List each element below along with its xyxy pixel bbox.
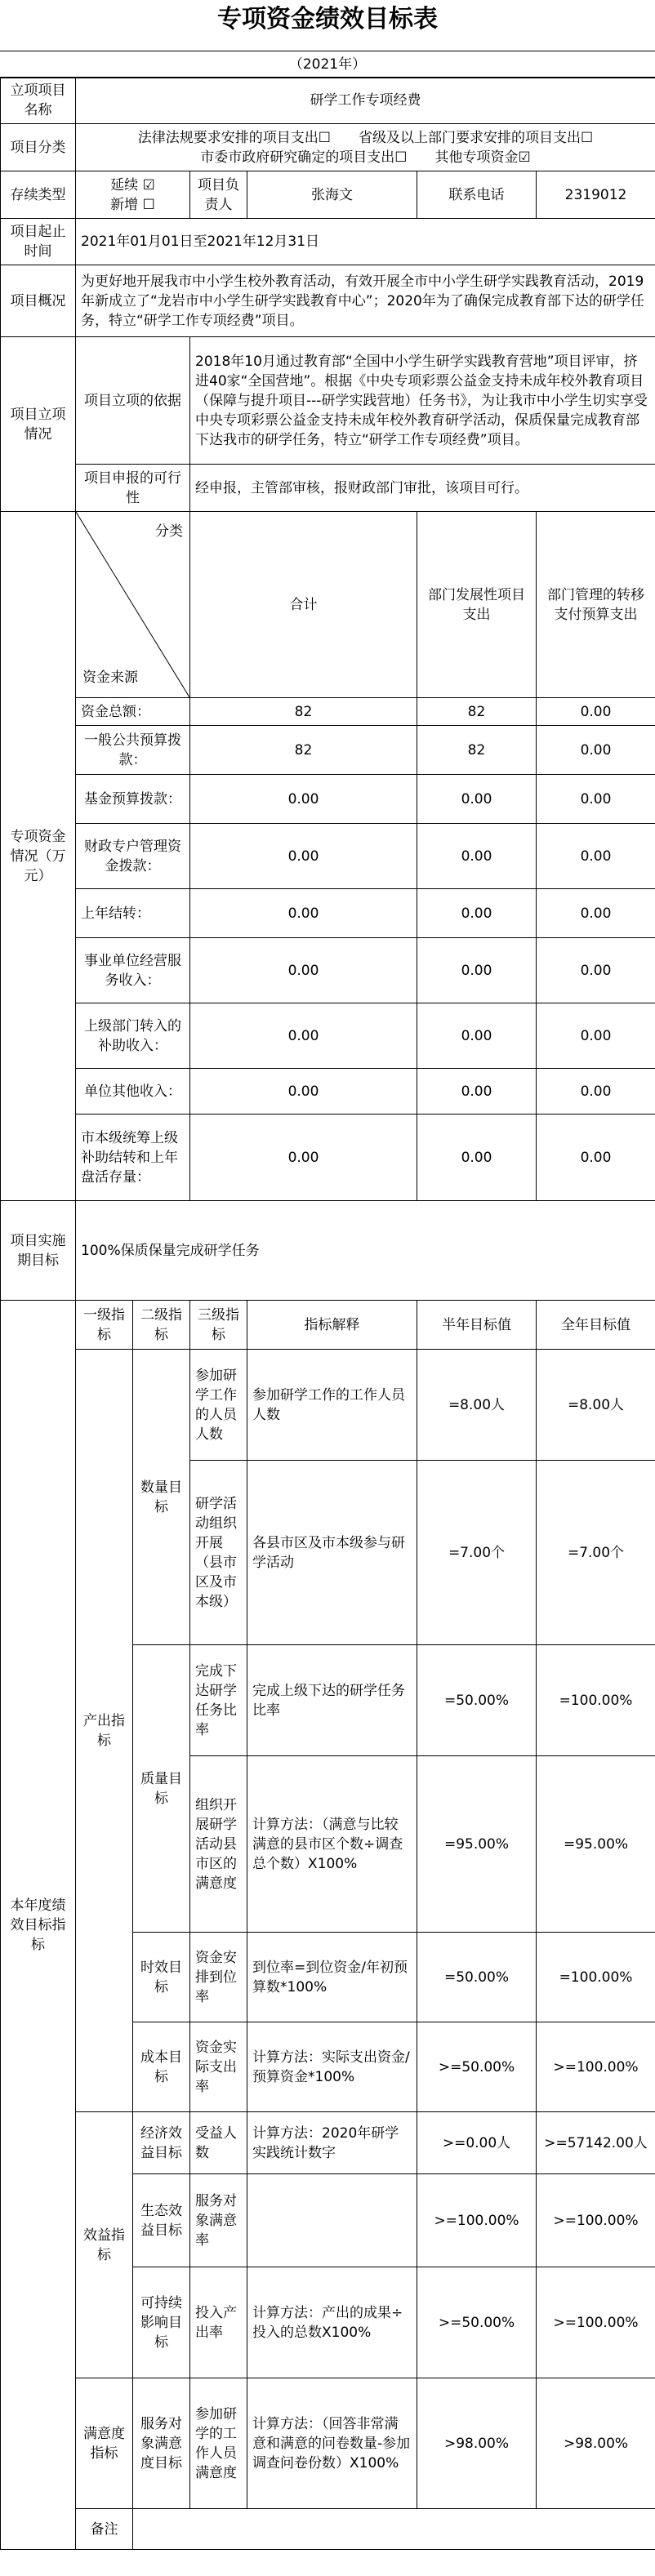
owner-value: 张海文 [247, 171, 417, 219]
indicator-explanation: 完成上级下达的研学任务比率 [247, 1645, 417, 1756]
funding-row-label: 市本级统筹上级补助结转和上年盘活存量： [76, 1114, 190, 1201]
funding-row-transfer: 0.00 [537, 1069, 655, 1114]
indicator-explanation: 计算方法：实际支出资金/预算资金*100% [247, 2022, 417, 2112]
period-label: 项目起止时间 [1, 219, 76, 265]
funding-row [1, 824, 655, 889]
funding-row-label: 上年结转： [76, 889, 190, 938]
phone-label: 联系电话 [417, 171, 537, 219]
funding-row-label: 上级部门转入的补助收入： [76, 1003, 190, 1069]
explanation-header: 指标解释 [247, 1301, 417, 1350]
funding-row-total: 0.00 [190, 1069, 417, 1114]
overview-row [1, 265, 655, 337]
project-name-label: 立项项目名称 [1, 78, 76, 124]
indicator-level3: 研学活动组织开展（县市区及市本级） [190, 1461, 247, 1645]
funding-row-total: 0.00 [190, 824, 417, 889]
impl-goal-label: 项目实施期目标 [1, 1201, 76, 1301]
funding-row [1, 1003, 655, 1069]
indicator-row [1, 2378, 655, 2509]
indicator-half-year: =95.00% [417, 1756, 537, 1933]
funding-row-total: 82 [190, 726, 417, 775]
funding-row [1, 889, 655, 938]
indicator-row [1, 1350, 655, 1461]
funding-row-dept: 82 [417, 698, 537, 726]
continuation-row [1, 171, 655, 219]
indicator-half-year: >=50.00% [417, 2267, 537, 2378]
indicator-level3: 受益人数 [190, 2112, 247, 2174]
diagonal-source-label: 资金来源 [82, 670, 138, 686]
indicator-row [1, 2112, 655, 2174]
indicator-full-year: =95.00% [537, 1756, 655, 1933]
funding-row [1, 1114, 655, 1201]
quality-target-label: 质量目标 [133, 1645, 190, 1933]
feasibility-value: 经申报，主管部审核，报财政部门审批，该项目可行。 [190, 465, 655, 512]
funding-row-label: 单位其他收入： [76, 1069, 190, 1114]
continuation-line-2: 新增 ☐ [110, 196, 155, 213]
funding-row-dept: 0.00 [417, 824, 537, 889]
quantity-target-label: 数量目标 [133, 1350, 190, 1645]
funding-row-dept: 0.00 [417, 1069, 537, 1114]
category-row [1, 124, 655, 171]
indicator-full-year: =7.00个 [537, 1461, 655, 1645]
funding-row-label: 财政专户管理资金拨款： [76, 824, 190, 889]
indicator-full-year: =100.00% [537, 1933, 655, 2022]
establishment-label: 项目立项情况 [1, 337, 76, 512]
funding-row [1, 1069, 655, 1114]
funding-row-total: 0.00 [190, 775, 417, 824]
category-line-1: 法律法规要求安排的项目支出☐ 省级及以上部门要求安排的项目支出☐ [137, 129, 594, 146]
funding-row-transfer: 0.00 [537, 824, 655, 889]
funding-row [1, 938, 655, 1003]
category-line-2: 市委市政府研究确定的项目支出☐ 其他专项资金☑ [200, 149, 531, 166]
funding-row-transfer: 0.00 [537, 1114, 655, 1201]
remarks-row [1, 2509, 655, 2550]
indicator-half-year: >98.00% [417, 2378, 537, 2509]
funding-header-row [1, 512, 655, 698]
feasibility-label: 项目申报的可行性 [76, 465, 190, 512]
diagonal-category-label: 分类 [155, 523, 183, 540]
indicator-explanation: 计算方法：产出的成果÷投入的总数X100% [247, 2267, 417, 2378]
funding-row-transfer: 0.00 [537, 698, 655, 726]
funding-row-label: 基金预算拨款： [76, 775, 190, 824]
benefit-indicator-label: 效益指标 [76, 2112, 133, 2378]
indicator-level3: 完成下达研学任务比率 [190, 1645, 247, 1756]
service-satisfaction-target-label: 服务对象满意度目标 [133, 2378, 190, 2509]
indicator-half-year: =7.00个 [417, 1461, 537, 1645]
indicator-half-year: >=100.00% [417, 2174, 537, 2267]
indicator-explanation: 到位率=到位资金/年初预算数*100% [247, 1933, 417, 2022]
indicator-full-year: >98.00% [537, 2378, 655, 2509]
owner-label: 项目负责人 [190, 171, 247, 219]
indicator-full-year: >=57142.00人 [537, 2112, 655, 2174]
full-year-header: 全年目标值 [537, 1301, 655, 1350]
indicator-half-year: =50.00% [417, 1933, 537, 2022]
funding-row [1, 726, 655, 775]
indicator-full-year: =8.00人 [537, 1350, 655, 1461]
funding-row-transfer: 0.00 [537, 889, 655, 938]
ecological-target-label: 生态效益目标 [133, 2174, 190, 2267]
indicator-half-year: =50.00% [417, 1645, 537, 1756]
period-row [1, 219, 655, 265]
impl-goal-value: 100%保质保量完成研学任务 [76, 1201, 655, 1301]
indicator-level3: 参加研学工作的人员人数 [190, 1350, 247, 1461]
continuation-line-1: 延续 ☑ [110, 176, 155, 194]
funding-dept-header: 部门发展性项目支出 [417, 512, 537, 698]
funding-row-dept: 0.00 [417, 775, 537, 824]
funding-row [1, 775, 655, 824]
overview-value: 为更好地开展我市中小学生校外教育活动，有效开展全市中小学生研学实践教育活动，2019年新成立了“龙岩市中小学生研学实践教育中心”；2020年为了确保完成教育部下达的研学任务，特立“研学工作专项经费”项目。 [76, 265, 655, 337]
impl-goal-row [1, 1201, 655, 1301]
funding-row-dept: 0.00 [417, 938, 537, 1003]
indicator-header-row [1, 1301, 655, 1350]
funding-row-total: 0.00 [190, 1114, 417, 1201]
economic-target-label: 经济效益目标 [133, 2112, 190, 2174]
funding-row-dept: 0.00 [417, 1114, 537, 1201]
indicator-level3: 服务对象满意率 [190, 2174, 247, 2267]
level2-header: 二级指标 [133, 1301, 190, 1350]
category-value [76, 124, 655, 171]
cost-target-label: 成本目标 [133, 2022, 190, 2112]
funding-row-transfer: 0.00 [537, 726, 655, 775]
phone-value: 2319012 [537, 171, 655, 219]
funding-row-dept: 82 [417, 726, 537, 775]
funding-diagonal-header [76, 512, 190, 698]
indicator-level3: 参加研学的工作人员满意度 [190, 2378, 247, 2509]
annual-indicators-label: 本年度绩效目标指标 [1, 1301, 76, 2550]
funding-row [1, 698, 655, 726]
page-title: 专项资金绩效目标表 [217, 5, 438, 33]
funding-row-total: 0.00 [190, 938, 417, 1003]
indicator-half-year: =8.00人 [417, 1350, 537, 1461]
funding-total-header: 合计 [190, 512, 417, 698]
funding-label: 专项资金情况（万元） [1, 512, 76, 1201]
indicator-full-year: >=100.00% [537, 2267, 655, 2378]
funding-row-transfer: 0.00 [537, 938, 655, 1003]
performance-goal-table [0, 77, 655, 2550]
indicator-explanation [247, 2174, 417, 2267]
indicator-full-year: >=100.00% [537, 2022, 655, 2112]
indicator-full-year: >=100.00% [537, 2174, 655, 2267]
funding-row-transfer: 0.00 [537, 775, 655, 824]
funding-row-total: 0.00 [190, 1003, 417, 1069]
year-label: （2021年） [0, 51, 655, 78]
half-year-header: 半年目标值 [417, 1301, 537, 1350]
indicator-level3: 资金实际支出率 [190, 2022, 247, 2112]
overview-label: 项目概况 [1, 265, 76, 337]
funding-row-label: 事业单位经营服务收入： [76, 938, 190, 1003]
period-value: 2021年01月01日至2021年12月31日 [76, 219, 655, 265]
output-indicator-label: 产出指标 [76, 1350, 133, 2112]
sustainable-target-label: 可持续影响目标 [133, 2267, 190, 2378]
level1-header: 一级指标 [76, 1301, 133, 1350]
indicator-explanation: 计算方法：（满意与比较满意的县市区个数÷调查总个数）X100% [247, 1756, 417, 1933]
continuation-value [76, 171, 190, 219]
funding-row-label: 一般公共预算拨款： [76, 726, 190, 775]
satisfaction-indicator-label: 满意度指标 [76, 2378, 133, 2509]
continuation-label: 存续类型 [1, 171, 76, 219]
project-name-value: 研学工作专项经费 [76, 78, 655, 124]
indicator-level3: 组织开展研学活动县市区的满意度 [190, 1756, 247, 1933]
indicator-explanation: 计算方法：2020年研学实践统计数字 [247, 2112, 417, 2174]
project-name-row [1, 78, 655, 124]
indicator-level3: 资金安排到位率 [190, 1933, 247, 2022]
category-label: 项目分类 [1, 124, 76, 171]
timeliness-target-label: 时效目标 [133, 1933, 190, 2022]
funding-transfer-header: 部门管理的转移支付预算支出 [537, 512, 655, 698]
indicator-level3: 投入产出率 [190, 2267, 247, 2378]
basis-value: 2018年10月通过教育部“全国中小学生研学实践教育营地”项目评审，挤进40家“全国营地”。根据《中央专项彩票公益金支持未成年校外教育项目（保障与提升项目---研学实践营地）任务书》，为让我市中小学生切实享受中央专项彩票公益金支持未成年校外教育研学活动，保质保量完成教育部下达我市的研学任务，特立“研学工作专项经费”项目。 [190, 337, 655, 465]
indicator-half-year: >=0.00人 [417, 2112, 537, 2174]
basis-row [1, 337, 655, 465]
funding-row-dept: 0.00 [417, 889, 537, 938]
level3-header: 三级指标 [190, 1301, 247, 1350]
indicator-explanation: 计算方法：（回答非常满意和满意的问卷数量-参加调查问卷份数）X100% [247, 2378, 417, 2509]
basis-label: 项目立项的依据 [76, 337, 190, 465]
funding-row-dept: 0.00 [417, 1003, 537, 1069]
indicator-explanation: 参加研学工作的工作人员人数 [247, 1350, 417, 1461]
funding-row-total: 0.00 [190, 889, 417, 938]
feasibility-row [1, 465, 655, 512]
remarks-label: 备注 [76, 2509, 133, 2550]
funding-row-label: 资金总额： [76, 698, 190, 726]
remarks-value [133, 2509, 655, 2550]
indicator-explanation: 各县市区及市本级参与研学活动 [247, 1461, 417, 1645]
indicator-full-year: =100.00% [537, 1645, 655, 1756]
indicator-half-year: >=50.00% [417, 2022, 537, 2112]
funding-row-transfer: 0.00 [537, 1003, 655, 1069]
funding-row-total: 82 [190, 698, 417, 726]
